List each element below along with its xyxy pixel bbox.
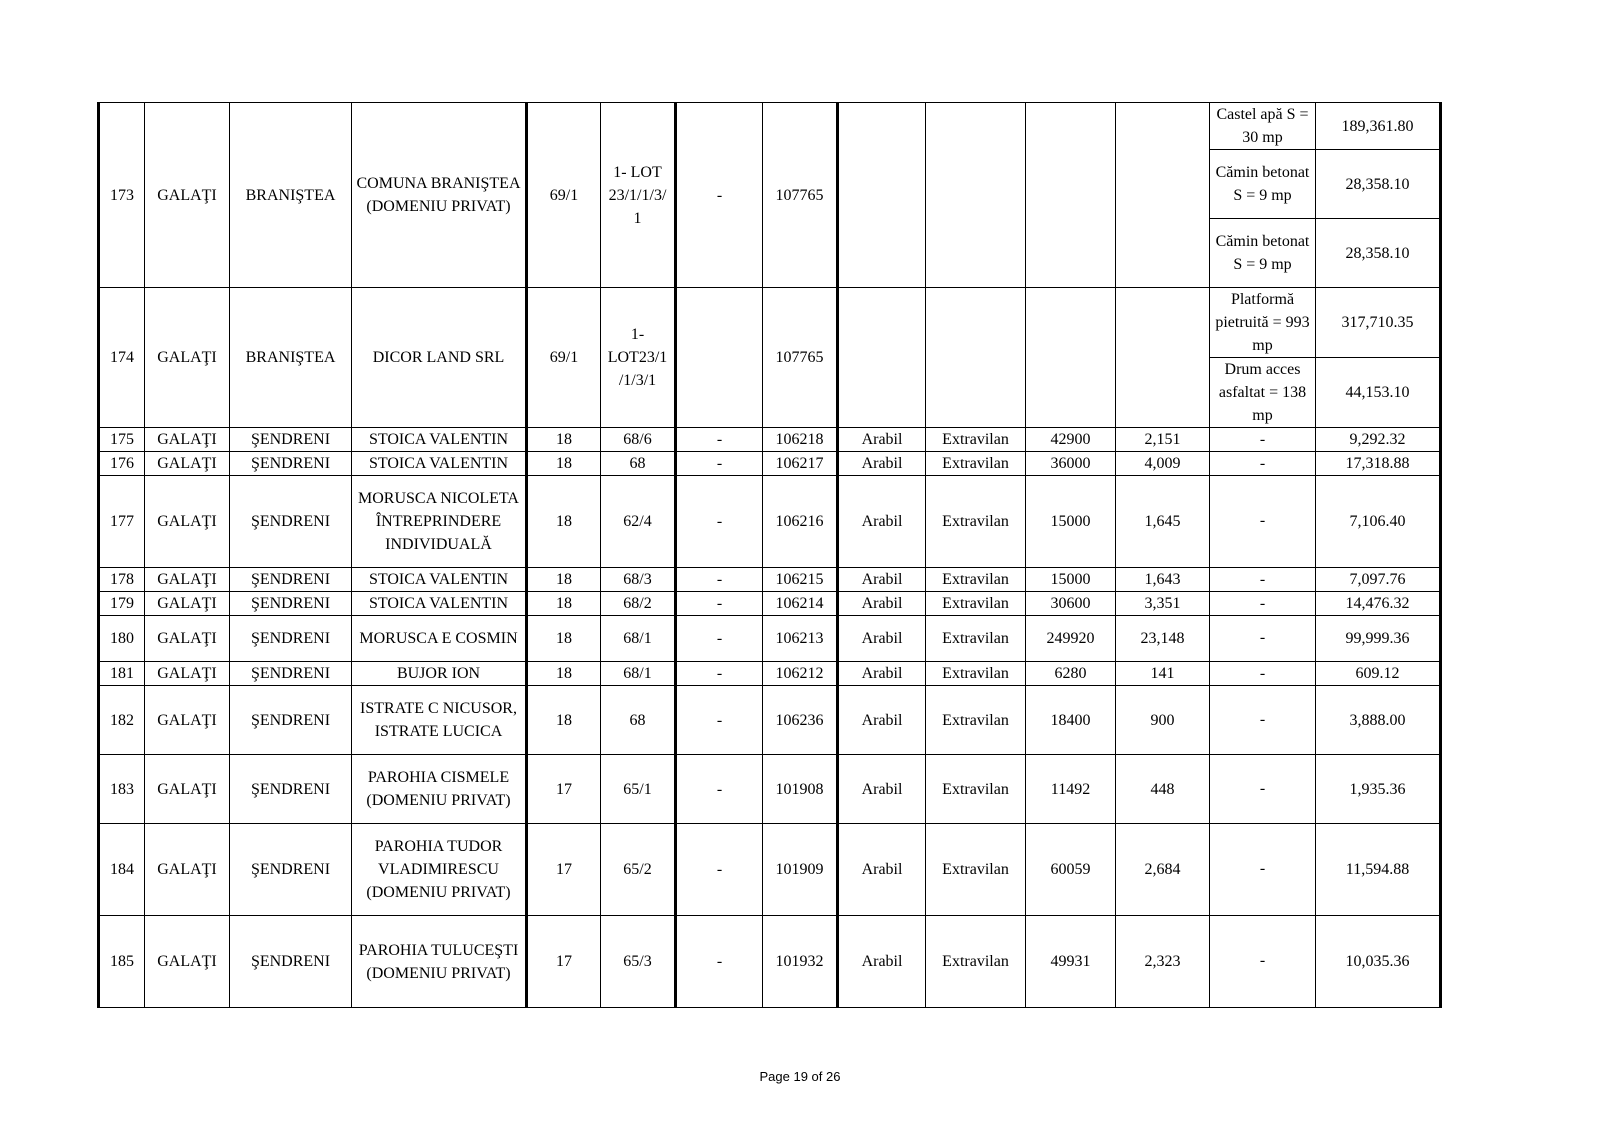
tarla-cell: 17 (527, 824, 601, 916)
cadastral-number-cell: 101908 (763, 755, 838, 824)
owner-cell: PAROHIA CISMELE (DOMENIU PRIVAT) (352, 755, 527, 824)
row-number: 174 (99, 288, 145, 428)
affected-area-cell: 448 (1116, 755, 1210, 824)
parcel-cell: 1- LOT 23/1/1/3/ 1 (601, 103, 676, 288)
cadastral-number-cell: 106214 (763, 592, 838, 616)
zone-cell: Extravilan (926, 616, 1026, 662)
construction-dash: - (1259, 710, 1266, 728)
locality-cell: BRANIŞTEA (230, 288, 352, 428)
value-cell: 28,358.10 (1316, 219, 1441, 288)
county-cell: GALAŢI (145, 452, 230, 476)
tarla-cell: 18 (527, 592, 601, 616)
zone-cell: Extravilan (926, 476, 1026, 568)
parcel-cell: 68/1 (601, 662, 676, 686)
category-cell: Arabil (838, 568, 926, 592)
construction-dash: - (1259, 512, 1266, 529)
expropriation-table (97, 102, 1442, 1008)
table-row (99, 616, 1441, 662)
owner-cell: STOICA VALENTIN (352, 428, 527, 452)
affected-area-cell: 4,009 (1116, 452, 1210, 476)
category-cell: Arabil (838, 616, 926, 662)
construction-dash: - (1259, 779, 1266, 797)
zone-cell: Extravilan (926, 452, 1026, 476)
zone-cell: Extravilan (926, 916, 1026, 1008)
construction-cell (1210, 824, 1316, 916)
affected-area-cell: 3,351 (1116, 592, 1210, 616)
value-cell: 317,710.35 (1316, 288, 1441, 358)
affected-area-cell (1116, 103, 1210, 288)
old-cadastral-cell: - (676, 476, 763, 568)
zone-cell: Extravilan (926, 824, 1026, 916)
county-cell: GALAŢI (145, 103, 230, 288)
value-cell: 609.12 (1316, 662, 1441, 686)
construction-cell (1210, 476, 1316, 568)
total-area-cell: 249920 (1026, 616, 1116, 662)
owner-cell: PAROHIA TUDOR VLADIMIRESCU (DOMENIU PRIVAT) (352, 824, 527, 916)
total-area-cell: 49931 (1026, 916, 1116, 1008)
construction-cell: - (1210, 452, 1316, 476)
table-row (99, 452, 1441, 476)
table-row (99, 103, 1441, 150)
locality-cell: BRANIŞTEA (230, 103, 352, 288)
total-area-cell: 60059 (1026, 824, 1116, 916)
total-area-cell (1026, 103, 1116, 288)
old-cadastral-cell: - (676, 428, 763, 452)
category-cell: Arabil (838, 476, 926, 568)
category-cell: Arabil (838, 592, 926, 616)
zone-cell: Extravilan (926, 686, 1026, 755)
owner-cell: MORUSCA E COSMIN (352, 616, 527, 662)
owner-cell: STOICA VALENTIN (352, 452, 527, 476)
locality-cell: ŞENDRENI (230, 428, 352, 452)
tarla-cell: 18 (527, 662, 601, 686)
value-cell: 28,358.10 (1316, 150, 1441, 219)
affected-area-cell: 2,323 (1116, 916, 1210, 1008)
tarla-cell: 17 (527, 916, 601, 1008)
row-number: 179 (99, 592, 145, 616)
cadastral-number-cell: 101932 (763, 916, 838, 1008)
old-cadastral-cell: - (676, 592, 763, 616)
construction-cell: Cămin betonat S = 9 mp (1210, 150, 1316, 219)
construction-cell (1210, 616, 1316, 662)
construction-cell: - (1210, 428, 1316, 452)
cadastral-number-cell: 101909 (763, 824, 838, 916)
cadastral-number-cell: 107765 (763, 103, 838, 288)
total-area-cell: 30600 (1026, 592, 1116, 616)
zone-cell: Extravilan (926, 755, 1026, 824)
total-area-cell (1026, 288, 1116, 428)
old-cadastral-cell: - (676, 616, 763, 662)
old-cadastral-cell: - (676, 824, 763, 916)
affected-area-cell (1116, 288, 1210, 428)
table-row (99, 916, 1441, 1008)
construction-cell (1210, 755, 1316, 824)
owner-cell: ISTRATE C NICUSOR, ISTRATE LUCICA (352, 686, 527, 755)
category-cell: Arabil (838, 755, 926, 824)
affected-area-cell: 141 (1116, 662, 1210, 686)
row-number: 173 (99, 103, 145, 288)
row-number: 183 (99, 755, 145, 824)
table-row (99, 568, 1441, 592)
locality-cell: ŞENDRENI (230, 662, 352, 686)
total-area-cell: 6280 (1026, 662, 1116, 686)
zone-cell (926, 103, 1026, 288)
county-cell: GALAŢI (145, 568, 230, 592)
construction-cell: - (1210, 662, 1316, 686)
category-cell (838, 288, 926, 428)
table-row (99, 592, 1441, 616)
affected-area-cell: 1,645 (1116, 476, 1210, 568)
owner-cell: BUJOR ION (352, 662, 527, 686)
old-cadastral-cell: - (676, 755, 763, 824)
owner-cell: MORUSCA NICOLETA ÎNTREPRINDERE INDIVIDUALĂ (352, 476, 527, 568)
construction-dash: - (1259, 629, 1266, 646)
parcel-cell: 68/6 (601, 428, 676, 452)
county-cell: GALAŢI (145, 824, 230, 916)
tarla-cell: 18 (527, 452, 601, 476)
locality-cell: ŞENDRENI (230, 452, 352, 476)
locality-cell: ŞENDRENI (230, 592, 352, 616)
zone-cell: Extravilan (926, 428, 1026, 452)
tarla-cell: 18 (527, 428, 601, 452)
construction-cell (1210, 916, 1316, 1008)
value-cell: 189,361.80 (1316, 103, 1441, 150)
locality-cell: ŞENDRENI (230, 755, 352, 824)
zone-cell: Extravilan (926, 662, 1026, 686)
total-area-cell: 15000 (1026, 476, 1116, 568)
tarla-cell: 17 (527, 755, 601, 824)
table-row (99, 755, 1441, 824)
county-cell: GALAŢI (145, 592, 230, 616)
total-area-cell: 11492 (1026, 755, 1116, 824)
parcel-cell: 68 (601, 686, 676, 755)
old-cadastral-cell (676, 288, 763, 428)
table-row (99, 288, 1441, 358)
county-cell: GALAŢI (145, 755, 230, 824)
locality-cell: ŞENDRENI (230, 616, 352, 662)
old-cadastral-cell: - (676, 103, 763, 288)
county-cell: GALAŢI (145, 916, 230, 1008)
category-cell: Arabil (838, 662, 926, 686)
value-cell: 44,153.10 (1316, 358, 1441, 428)
old-cadastral-cell: - (676, 568, 763, 592)
locality-cell: ŞENDRENI (230, 686, 352, 755)
cadastral-number-cell: 106217 (763, 452, 838, 476)
value-cell: 7,097.76 (1316, 568, 1441, 592)
category-cell: Arabil (838, 686, 926, 755)
row-number: 182 (99, 686, 145, 755)
old-cadastral-cell: - (676, 686, 763, 755)
county-cell: GALAŢI (145, 662, 230, 686)
construction-dash: - (1259, 860, 1266, 877)
parcel-cell: 65/2 (601, 824, 676, 916)
table-row (99, 476, 1441, 568)
parcel-cell: 68/1 (601, 616, 676, 662)
county-cell: GALAŢI (145, 428, 230, 452)
owner-cell: STOICA VALENTIN (352, 592, 527, 616)
row-number: 180 (99, 616, 145, 662)
old-cadastral-cell: - (676, 916, 763, 1008)
tarla-cell: 69/1 (527, 103, 601, 288)
value-cell: 99,999.36 (1316, 616, 1441, 662)
row-number: 181 (99, 662, 145, 686)
total-area-cell: 42900 (1026, 428, 1116, 452)
zone-cell: Extravilan (926, 592, 1026, 616)
cadastral-number-cell: 106236 (763, 686, 838, 755)
value-cell: 3,888.00 (1316, 686, 1441, 755)
county-cell: GALAŢI (145, 288, 230, 428)
value-cell: 14,476.32 (1316, 592, 1441, 616)
construction-cell: - (1210, 592, 1316, 616)
row-number: 178 (99, 568, 145, 592)
owner-cell: STOICA VALENTIN (352, 568, 527, 592)
row-number: 185 (99, 916, 145, 1008)
zone-cell: Extravilan (926, 568, 1026, 592)
category-cell: Arabil (838, 916, 926, 1008)
parcel-cell: 68 (601, 452, 676, 476)
affected-area-cell: 23,148 (1116, 616, 1210, 662)
page-number: Page 19 of 26 (759, 1069, 841, 1084)
zone-cell (926, 288, 1026, 428)
cadastral-number-cell: 106212 (763, 662, 838, 686)
category-cell: Arabil (838, 452, 926, 476)
affected-area-cell: 1,643 (1116, 568, 1210, 592)
parcel-cell: 68/2 (601, 592, 676, 616)
owner-cell: DICOR LAND SRL (352, 288, 527, 428)
construction-cell: Platformă pietruită = 993 mp (1210, 288, 1316, 358)
category-cell: Arabil (838, 428, 926, 452)
county-cell: GALAŢI (145, 476, 230, 568)
category-cell (838, 103, 926, 288)
row-number: 177 (99, 476, 145, 568)
locality-cell: ŞENDRENI (230, 476, 352, 568)
cadastral-number-cell: 106215 (763, 568, 838, 592)
category-cell: Arabil (838, 824, 926, 916)
row-number: 184 (99, 824, 145, 916)
construction-cell: Cămin betonat S = 9 mp (1210, 219, 1316, 288)
value-cell: 9,292.32 (1316, 428, 1441, 452)
locality-cell: ŞENDRENI (230, 916, 352, 1008)
row-number: 176 (99, 452, 145, 476)
table-row (99, 824, 1441, 916)
parcel-cell: 65/1 (601, 755, 676, 824)
affected-area-cell: 2,684 (1116, 824, 1210, 916)
row-number: 175 (99, 428, 145, 452)
affected-area-cell: 2,151 (1116, 428, 1210, 452)
cadastral-number-cell: 106216 (763, 476, 838, 568)
locality-cell: ŞENDRENI (230, 824, 352, 916)
old-cadastral-cell: - (676, 662, 763, 686)
parcel-cell: 65/3 (601, 916, 676, 1008)
owner-cell: COMUNA BRANIŞTEA (DOMENIU PRIVAT) (352, 103, 527, 288)
cadastral-number-cell: 106213 (763, 616, 838, 662)
county-cell: GALAŢI (145, 616, 230, 662)
parcel-cell: 68/3 (601, 568, 676, 592)
locality-cell: ŞENDRENI (230, 568, 352, 592)
value-cell: 11,594.88 (1316, 824, 1441, 916)
tarla-cell: 69/1 (527, 288, 601, 428)
construction-dash: - (1259, 952, 1266, 969)
value-cell: 1,935.36 (1316, 755, 1441, 824)
tarla-cell: 18 (527, 616, 601, 662)
affected-area-cell: 900 (1116, 686, 1210, 755)
construction-cell: - (1210, 568, 1316, 592)
value-cell: 10,035.36 (1316, 916, 1441, 1008)
value-cell: 17,318.88 (1316, 452, 1441, 476)
table-row (99, 686, 1441, 755)
tarla-cell: 18 (527, 476, 601, 568)
tarla-cell: 18 (527, 568, 601, 592)
parcel-cell: 62/4 (601, 476, 676, 568)
construction-cell (1210, 686, 1316, 755)
county-cell: GALAŢI (145, 686, 230, 755)
tarla-cell: 18 (527, 686, 601, 755)
total-area-cell: 18400 (1026, 686, 1116, 755)
total-area-cell: 36000 (1026, 452, 1116, 476)
construction-cell: Drum acces asfaltat = 138 mp (1210, 358, 1316, 428)
table-row (99, 428, 1441, 452)
cadastral-number-cell: 107765 (763, 288, 838, 428)
owner-cell: PAROHIA TULUCEŞTI (DOMENIU PRIVAT) (352, 916, 527, 1008)
old-cadastral-cell: - (676, 452, 763, 476)
construction-cell: Castel apă S = 30 mp (1210, 103, 1316, 150)
parcel-cell: 1- LOT23/1 /1/3/1 (601, 288, 676, 428)
total-area-cell: 15000 (1026, 568, 1116, 592)
table-row (99, 662, 1441, 686)
cadastral-number-cell: 106218 (763, 428, 838, 452)
value-cell: 7,106.40 (1316, 476, 1441, 568)
